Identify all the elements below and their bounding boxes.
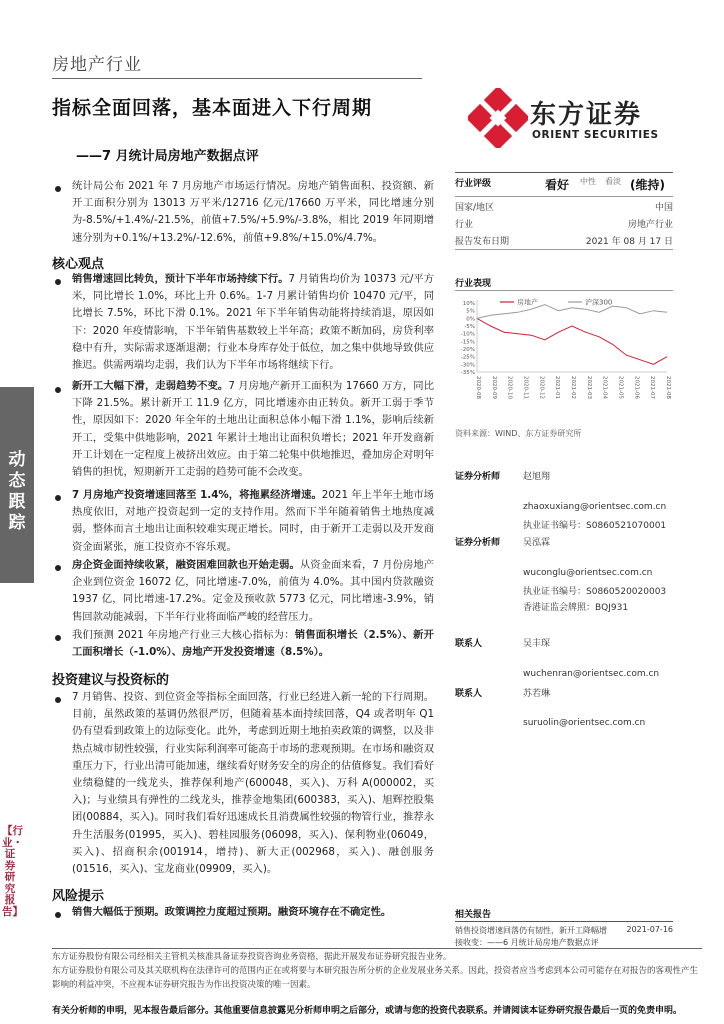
- panel-rule: [455, 249, 673, 250]
- contact-1-email[interactable]: wuchenran@orientsec.com.cn: [523, 669, 660, 679]
- x-tick-label: 2021-03: [585, 376, 592, 399]
- bullet-icon: [55, 697, 61, 703]
- contact-1: 联系人 吴丰琛: [455, 639, 551, 649]
- core-point-4: 房企资金面持续收紧，融资困难回款也开始走弱。从资金面来看，7 月份房地产企业到位资金 16072 亿，同比增速-7.0%，前值为 4.0%。其中国内贷款融资 1937 亿，同比增速-17.2%。定金及预收款 5773 亿元，同比增速-3.9%，销售回款动能减弱，下半年行业将面临严峻的经营压力。: [72, 559, 434, 623]
- meta-row: 报告发布日期 2021 年 08 月 17 日: [455, 237, 673, 247]
- y-tick-label: -15%: [460, 339, 475, 346]
- industry-chart: [455, 292, 673, 410]
- bullet-icon: [55, 495, 61, 501]
- intro-paragraph: 统计局公布 2021 年 7 月房地产市场运行情况。房地产销售面积、投资额、新开工面积分别为 13013 万平米/12716 亿元/17660 万平米，同比增速分别为-8.5%/+1.4%/-21.5%，前值+7.5%/+5.9%/-3.8%，相比 2019 年同期增速分别为+0.1%/+13.2%/-12.6%，前值+9.8%/+15.0%/4.7%。: [72, 180, 434, 244]
- core-point-1: 销售增速回比转负，预计下半年市场持续下行。7 月销售均价为 10373 元/平方米，同比增长 1.0%，环比上升 0.6%。1-7 月累计销售均价 10470 元/平，同比增长 7.5%，环比下滑 0.1%。2021 年下半年销售动能将持续消退，原因如下：2020 年疫情影响，下半年销售基数较上半年高；政策不断加码，房贷利率稳中有升，实际需求逐渐退潮；行业本身库存处于低位，加之集中供地导致供应推迟。供需两端均走弱，我们认为下半年市场将继续下行。: [72, 273, 434, 372]
- footer-notice: 有关分析师的申明，见本报告最后部分。其他重要信息披露见分析师申明之后部分，或请与您的投资代表联系。并请阅读本证券研究报告最后一页的免责申明。: [52, 1006, 683, 1016]
- analyst-1: 证券分析师 赵旭翔: [455, 472, 551, 482]
- forecast-paragraph: 我们预测 2021 年房地产行业三大核心指标为：销售面积增长（2.5%）、新开工面积增长（-1.0%）、房地产开发投资增速（8.5%）。: [72, 629, 434, 659]
- panel-rule: [455, 921, 673, 922]
- panel-rule: [455, 290, 673, 291]
- invest-paragraph: 7 月销售、投资、到位资金等指标全面回落，行业已经进入新一轮的下行周期。目前，虽然政策的基调仍然很严厉，但随着基本面持续回落，Q4 或者明年 Q1 仍有望看到政策上的边际变化。此外，考虑到近期土地拍卖政策的调整，以及非热点城市韧性较强，行业实际利润率可能高于市场的悲观预期。在市场和融资双重压力下，行业出清可能加速，继续看好财务安全的房企的估值修复。我们看好业绩稳健的一线龙头，推荐保利地产(600048，买入)、万科 A(000002，买入)；与业绩具有弹性的二线龙头，推荐金地集团(600383，买入)、旭辉控股集团(00884，买入)。同时我们看好迅速成长且消费属性较强的物管行业，推荐永升生活服务(01995，买入)、碧桂园服务(06098，买入)、保利物业(06049，买入)、招商积余(001914，增持)、新大正(002968，买入)、融创服务(01516，买入)、宝龙商业(09909，买入)。: [72, 691, 434, 876]
- report-subtitle: ——7 月统计局房地产数据点评: [76, 149, 259, 164]
- header-rule: [52, 78, 422, 79]
- y-tick-label: -25%: [460, 354, 475, 361]
- bullet-icon: [55, 279, 61, 285]
- y-tick-label: -20%: [460, 347, 475, 354]
- footer-disclaimer: 东方证券股份有限公司经相关主管机关核准具备证券投资咨询业务资格，据此开展发布证券研究报告业务。 东方证券股份有限公司及其关联机构在法律许可的范围内正在或将要与本研究报告所分析的企业发展业务关系。因此，投资者应当考虑到本公司可能存在对报告的客观性产生影响的利益冲突，不应视本证券研究报告为作出投资决策的唯一因素。: [52, 952, 699, 990]
- core-point-2: 新开工大幅下滑，走弱趋势不变。7 月房地产新开工面积为 17660 万方，同比下降 21.5%。累计新开工 11.9 亿方，同比增速亦由正转负。新开工弱于季节性，原因如下：2020 年全年的土地出让面积总体小幅下滑 1.1%，影响后续新开工，受集中供地影响，2021 年累计土地出让面积负增长；2021 年开发商新开工计划在一定程度上被挤出效应。由于第二轮集中供地推迟，叠加房企对明年销售的担忧，短期新开工走弱的趋势可能不会改变。: [72, 380, 434, 479]
- series-line-realestate: [477, 318, 667, 364]
- y-tick-label: -5%: [464, 324, 475, 331]
- x-tick-label: 2021-02: [570, 376, 576, 399]
- x-tick-label: 2021-08: [665, 376, 671, 399]
- meta-row: 行业 房地产行业: [455, 220, 673, 230]
- bullet-icon: [55, 635, 61, 641]
- related-title: 相关报告: [455, 910, 492, 920]
- risk-heading: 风险提示: [52, 889, 105, 904]
- bullet-icon: [55, 565, 61, 571]
- rating-row: 行业评级 看好 中性 看淡 (维持): [455, 177, 665, 192]
- core-heading: 核心观点: [52, 257, 105, 272]
- side-vertical-label: [2, 825, 23, 918]
- sector-label: 房地产行业: [52, 55, 142, 75]
- x-tick-label: 2021-07: [649, 376, 656, 399]
- x-tick-label: 2020-12: [538, 376, 545, 399]
- analyst-2-hk: 香港证监会牌照：BQJ931: [523, 603, 629, 613]
- analyst-2-cert: 执业证书编号：S0860520020003: [523, 587, 667, 597]
- contact-2: 联系人 苏若琳: [455, 689, 551, 699]
- related-item[interactable]: 销售投资增速回落仍有韧性，新开工降幅增 2021-07-16: [455, 925, 673, 935]
- x-tick-label: 2021-06: [633, 376, 640, 399]
- x-tick-label: 2020-08: [475, 376, 481, 399]
- y-tick-label: 0%: [466, 316, 475, 323]
- bullet-icon: [55, 912, 61, 918]
- y-tick-label: 5%: [466, 308, 475, 315]
- related-item[interactable]: 接收变：——6 月统计局房地产数据点评: [455, 938, 599, 947]
- orient-logo-icon: [468, 88, 528, 148]
- analyst-1-cert: 执业证书编号：S0860521070001: [523, 521, 667, 531]
- legend-label: 沪深300: [585, 298, 613, 307]
- x-tick-label: 2020-11: [522, 376, 529, 399]
- analyst-2: 证券分析师 吴泓霖: [455, 538, 551, 548]
- bullet-icon: [55, 186, 61, 192]
- perf-title: 行业表现: [455, 279, 492, 289]
- x-tick-label: 2021-01: [554, 376, 561, 399]
- core-point-3: 7 月房地产投资增速回落至 1.4%，将拖累经济增速。2021 年上半年土地市场热度依旧，对地产投资起到一定的支持作用。然而下半年随着销售土地热度减弱，整体而言土地出让面积较难实现正增长。同时，由于新开工走弱以及开发商资金面紧张，施工投资亦不容乐观。: [72, 489, 434, 553]
- x-tick-label: 2021-04: [601, 376, 608, 399]
- logo-en: ORIENT SECURITIES: [532, 129, 659, 141]
- x-tick-label: 2020-10: [506, 376, 513, 399]
- risk-paragraph: 销售大幅低于预期。政策调控力度超过预期。融资环境存在不确定性。: [72, 906, 392, 918]
- panel-rule: [455, 196, 673, 197]
- series-line-hs300: [477, 305, 667, 319]
- meta-row: 国家/地区 中国: [455, 203, 673, 213]
- analyst-1-email[interactable]: zhaoxuxiang@orientsec.com.cn: [523, 502, 667, 512]
- analyst-2-email[interactable]: wuconglu@orientsec.com.cn: [523, 568, 653, 578]
- footer-rule: [52, 948, 702, 949]
- y-tick-label: -30%: [460, 362, 475, 369]
- contact-2-email[interactable]: suruolin@orientsec.com.cn: [523, 718, 646, 728]
- invest-heading: 投资建议与投资标的: [52, 673, 170, 688]
- legend-label: 房地产: [517, 298, 538, 307]
- x-tick-label: 2020-09: [490, 376, 497, 399]
- chart-source: 资料来源：WIND、东方证券研究所: [455, 429, 582, 438]
- panel-rule: [455, 172, 673, 173]
- y-tick-label: -10%: [460, 331, 475, 338]
- y-tick-label: 10%: [462, 301, 475, 308]
- logo-cn: 东方证券: [530, 100, 643, 130]
- side-tab-text: 动 态 跟 踪: [8, 450, 26, 533]
- x-tick-label: 2021-05: [617, 376, 624, 399]
- report-title: 指标全面回落，基本面进入下行周期: [52, 97, 373, 119]
- y-tick-label: -35%: [460, 370, 475, 376]
- side-vertical-text: 【行业・证券研究报告】: [2, 825, 23, 918]
- bullet-icon: [55, 387, 61, 393]
